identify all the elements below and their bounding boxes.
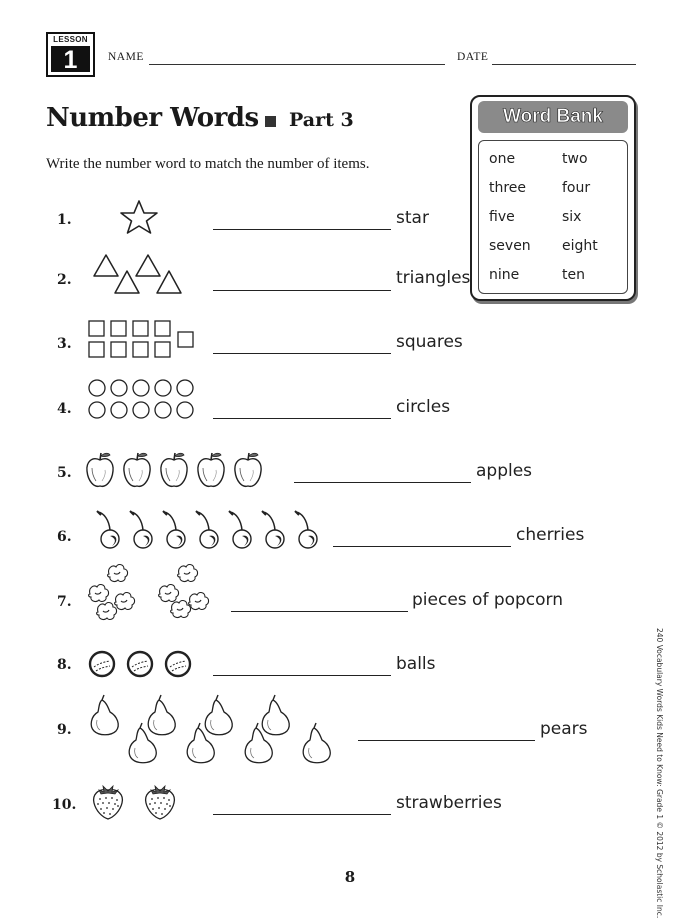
page-subtitle: Part 3: [289, 109, 354, 131]
word-bank-word: ten: [562, 267, 585, 283]
item-label: cherries: [516, 525, 585, 545]
item-number: 6.: [57, 529, 72, 545]
pear-icon: [88, 692, 346, 764]
star-icon: [118, 199, 160, 235]
instructions: Write the number word to match the number of items.: [46, 156, 370, 172]
item-label: star: [396, 208, 429, 228]
copyright-note: 240 Vocabulary Words Kids Need to Know: Grade 1 © 2012 by Scholastic Inc.: [655, 628, 664, 918]
word-bank-word: seven: [489, 238, 531, 254]
word-bank-title: Word Bank: [478, 101, 628, 133]
item-number: 5.: [57, 465, 72, 481]
word-bank-word: five: [489, 209, 515, 225]
answer-line[interactable]: [213, 229, 391, 230]
item-label: balls: [396, 654, 436, 674]
answer-line[interactable]: [213, 418, 391, 419]
title-separator: [265, 116, 276, 127]
date-field[interactable]: [492, 64, 636, 65]
answer-line[interactable]: [358, 740, 535, 741]
triangle-icon: [93, 252, 185, 298]
word-bank-word: six: [562, 209, 582, 225]
word-bank-word: three: [489, 180, 527, 196]
item-label: apples: [476, 461, 533, 481]
item-number: 3.: [57, 336, 72, 352]
ball-icon: [88, 648, 200, 680]
name-field[interactable]: [149, 64, 445, 65]
lesson-badge: [46, 32, 95, 77]
item-number: 4.: [57, 401, 72, 417]
item-number: 1.: [57, 212, 72, 228]
answer-line[interactable]: [231, 611, 408, 612]
answer-line[interactable]: [213, 353, 391, 354]
word-bank-word: one: [489, 151, 516, 167]
item-label: circles: [396, 397, 451, 417]
item-label: pears: [540, 719, 588, 739]
answer-line[interactable]: [333, 546, 511, 547]
answer-line[interactable]: [213, 675, 391, 676]
item-label: strawberries: [396, 793, 502, 813]
item-label: pieces of popcorn: [412, 590, 564, 610]
date-label: DATE: [457, 51, 489, 63]
item-number: 7.: [57, 594, 72, 610]
word-bank-word: eight: [562, 238, 598, 254]
circle-icon: [88, 378, 196, 422]
word-bank-word: four: [562, 180, 591, 196]
word-bank-word: two: [562, 151, 588, 167]
answer-line[interactable]: [294, 482, 471, 483]
apple-icon: [84, 448, 274, 490]
item-number: 8.: [57, 657, 72, 673]
answer-line[interactable]: [213, 814, 391, 815]
name-label: NAME: [108, 51, 144, 63]
strawberry-icon: [90, 783, 190, 823]
page-number: 8: [344, 868, 356, 886]
lesson-number: 1: [51, 46, 90, 72]
square-icon: [88, 320, 198, 360]
answer-line[interactable]: [213, 290, 391, 291]
item-number: 9.: [57, 722, 72, 738]
popcorn-icon: [88, 564, 218, 620]
item-label: triangles: [396, 268, 471, 288]
word-bank-word: nine: [489, 267, 520, 283]
cherry-icon: [96, 510, 326, 552]
item-label: squares: [396, 332, 463, 352]
item-number: 2.: [57, 272, 72, 288]
item-number: 10.: [52, 797, 77, 813]
lesson-label: LESSON: [48, 34, 93, 45]
page-title: Number Words: [46, 103, 259, 133]
